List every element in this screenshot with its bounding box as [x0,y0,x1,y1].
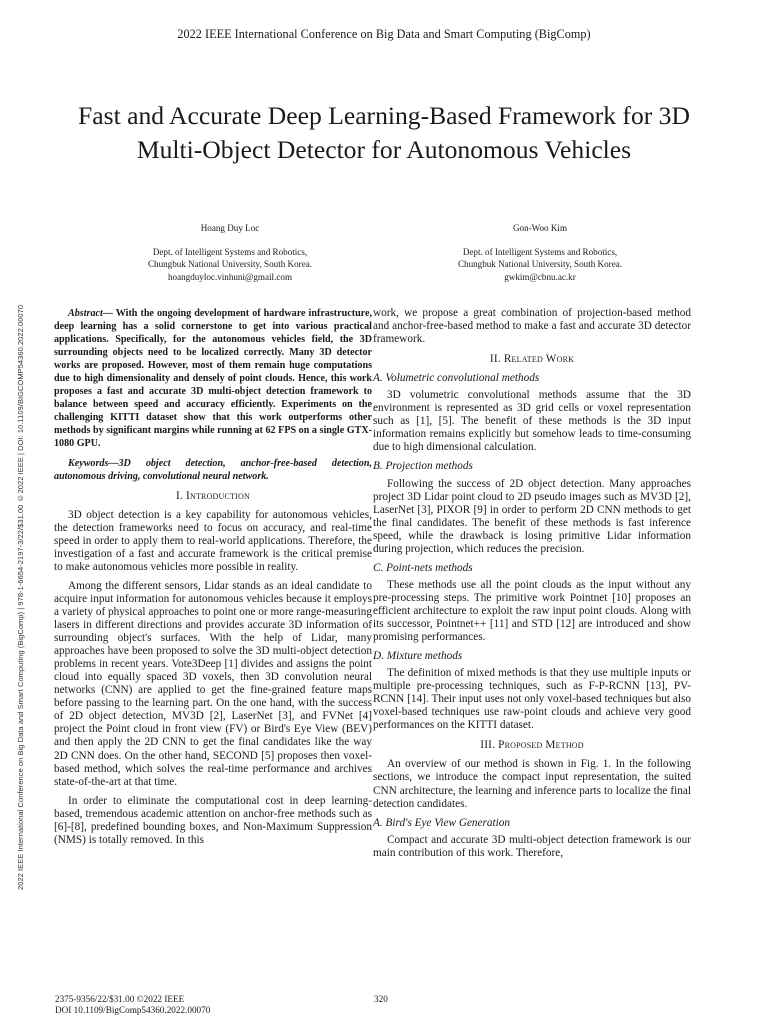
abstract-lead: Abstract— [68,308,113,319]
paragraph: An overview of our method is shown in Fig. 1. In the following sections, we introduce the compact input representation, the suited CNN architecture, the learning and inference parts to localize the final detection candidates. [373,758,691,810]
keywords-lead: Keywords— [68,457,119,469]
author-block-2 [420,222,660,283]
author-name: Gon-Woo Kim [512,223,568,233]
author-email: hoangduyloc.vinhuni@gmail.com [167,271,293,282]
section-heading-introduction: I. Introduction [176,489,250,502]
paragraph: In order to eliminate the computational cost in deep learning-based, tremendous academic attention on anchor-free methods such as [6]-[8], predefined bounding boxes, and Non-Maximum Suppression (NMS) is totally removed. In this [54,794,372,846]
paragraph: work, we propose a great combination of projection-based method and anchor-free-based method to make a fast and accurate 3D detector framework. [373,307,691,346]
author-dept: Dept. of Intelligent Systems and Robotics, [152,246,308,257]
paper-title: Fast and Accurate Deep Learning-Based Framework for 3D Multi-Object Detector for Autonomous Vehicles [78,101,690,164]
section-heading-proposed-method: III. Proposed Method [480,739,584,752]
subsection-heading: B. Projection methods [373,460,473,473]
abstract-text: With the ongoing development of hardware infrastructure, deep learning has a solid cornerstone to get into various practical applications. Specifically, for the autonomous vehicles field, the 3D surrounding objects need to be localized correctly. Many 3D detector works are proposed. However, most of them remain huge computations due to high dimensionality and densely of point clouds. Hence, this work proposes a fast and accurate 3D multi-object detection framework to balance between speed and accuracy efficiently. Experiments on the challenging KITTI dataset show that this work outperforms other methods by significant margins while running at 62 FPS on a single GTX-1080 GPU. [54,308,372,450]
footer-issn: 2375-9356/22/$31.00 ©2022 IEEE [55,994,185,1004]
paragraph: Compact and accurate 3D multi-object detection framework is our main contribution of this work. Therefore, [373,833,691,859]
paragraph: Following the success of 2D object detection. Many approaches project 3D Lidar point cloud to 2D pseudo images such as MV3D [2], LaserNet [3], PIXOR [9] in order to perform 2D CNN methods to get the final candidates. The benefit of these methods is fast inference speed, while the drawback is losing primitive Lidar information during projection, which reduces the precision. [373,477,691,555]
author-univ: Chungbuk National University, South Korea. [147,259,313,270]
page-number: 320 [374,994,388,1004]
footer-doi: DOI 10.1109/BigComp54360.2022.00070 [55,1005,211,1015]
author-block-1 [110,222,350,283]
author-name: Hoang Duy Loc [200,223,260,233]
left-column [54,307,372,853]
paragraph: Among the different sensors, Lidar stands as an ideal candidate to acquire input information for autonomous vehicles because it employs a variety of physical approaches to point one or more range-measuring lasers in different directions and provides accurate 3D information of surrounding object's surfaces. With the help of Lidar, many approaches have been proposed to solve the 3D multi-object detection problems in recent years. Vote3Deep [1] divides and assigns the point cloud into equally spaced 3D voxels, then 3D convolution neural networks (CNN) are applied to get the fine-grained feature maps before passing to the learning part. On the one hand, with the success of 2D object detection, MV3D [2], LaserNet [3], and FVNet [4] project the Point cloud in front view (FV) or Bird's Eye View (BEV) and then apply the 2D CNN to get the final candidates like the way 2D CNN does. On the other hand, SECOND [5] proposes then voxel-based method, which solves the real-time performance and archives state-of-the-art at that time. [54,579,373,788]
subsection-heading: D. Mixture methods [373,650,463,663]
paragraph: 3D object detection is a key capability for autonomous vehicles, the detection frameworks need to focus on accuracy, and real-time speed in order to apply them to real-world applications. Therefore, the investigation of a fast and accurate framework is the critical premise to make autonomous vehicles more possible in reality. [54,508,372,573]
keywords [54,457,372,483]
section-heading-related-work: II. Related Work [489,353,575,366]
author-email: gwkim@cbnu.ac.kr [504,271,576,282]
paragraph: These methods use all the point clouds as the input without any pre-processing steps. The primitive work Pointnet [10] proposes an efficient architecture to exploit the raw input point clouds. Along with its successor, Pointnet++ [11] and STD [12] are introduced and show promising performances. [373,578,691,644]
right-column [373,307,691,866]
side-citation-note: 2022 IEEE International Conference on Big Data and Smart Computing (BigComp) | 978-1-6654-2197-3/22/$31.00 ©2022 IEEE | DOI: 10.1109/BIGCOMP54360.2022.00070 [16,304,25,891]
author-dept: Dept. of Intelligent Systems and Robotics, [462,246,618,257]
keywords-text: 3D object detection, anchor-free-based detection, autonomous driving, convolutional neural network. [54,457,372,482]
subsection-heading: A. Volumetric convolutional methods [373,372,540,385]
author-univ: Chungbuk National University, South Korea. [457,259,623,270]
subsection-heading: C. Point-nets methods [373,561,473,574]
abstract [54,307,372,451]
paragraph: 3D volumetric convolutional methods assume that the 3D environment is represented as 3D grid cells or voxel representation such as [1], [5]. The benefit of these methods is the 3D input information remains explicitly but somehow leads to time-consuming due to high dimensional calculation. [373,389,691,454]
footer-copyright [55,994,210,1016]
subsection-heading: A. Bird's Eye View Generation [373,816,511,829]
paragraph: The definition of mixed methods is that they use multiple inputs or multiple pre-processing techniques, such as F-P-RCNN [13], PV-RCNN [14]. Their input uses not only voxel-based techniques but also voxel-based techniques use raw-point clouds and achieve very good performances on the KITTI dataset. [373,667,691,732]
conference-header: 2022 IEEE International Conference on Big Data and Smart Computing (BigComp) [177,27,591,41]
